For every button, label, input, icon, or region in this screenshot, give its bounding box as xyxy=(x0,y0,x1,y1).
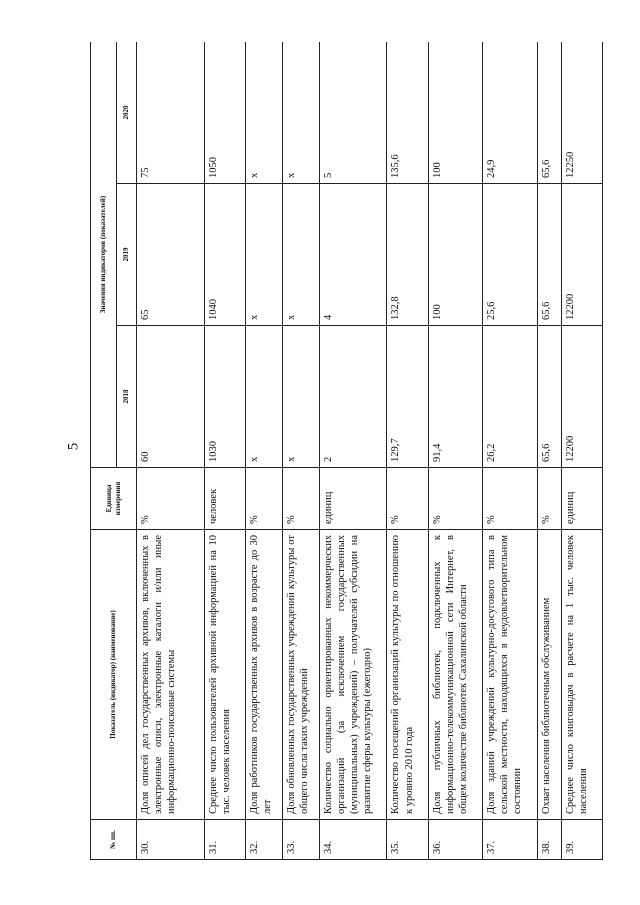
row-value-2020: 1050 xyxy=(204,42,245,184)
row-indicator: Доля зданий учреждений культурно-досугового типа в сельской местности, находящихся в неудовлетворительном состоянии xyxy=(483,530,537,820)
row-unit: единиц xyxy=(319,468,387,530)
row-value-2018: 129,7 xyxy=(387,326,428,468)
row-value-2020: x xyxy=(282,42,319,184)
row-number: 38. xyxy=(537,820,561,860)
table-row xyxy=(245,42,282,860)
table-row xyxy=(282,42,319,860)
row-value-2020: 75 xyxy=(137,42,205,184)
row-value-2020: 5 xyxy=(319,42,387,184)
row-value-2018: 2 xyxy=(319,326,387,468)
row-value-2018: 12200 xyxy=(561,326,602,468)
header-indicator: Показатель (индикатор) (наименование) xyxy=(91,530,137,820)
page-number: 5 xyxy=(65,442,82,451)
row-number: 39. xyxy=(561,820,602,860)
row-unit: % xyxy=(537,468,561,530)
row-indicator: Доля работников государственных архивов в возрасте до 30 лет xyxy=(245,530,282,820)
row-indicator: Доля публичных библиотек, подключенных к информационно-телекоммуникационной сети Интернет, в общем количестве библиотек Сахалинской области xyxy=(428,530,482,820)
header-year-2020: 2020 xyxy=(117,42,137,184)
row-number: 32. xyxy=(245,820,282,860)
row-value-2019: 132,8 xyxy=(387,184,428,326)
row-value-2019: 25,6 xyxy=(483,184,537,326)
table-row xyxy=(483,42,537,860)
indicator-table xyxy=(90,42,603,860)
row-indicator: Охват населения библиотечным обслуживанием xyxy=(537,530,561,820)
row-number: 30. xyxy=(137,820,205,860)
row-number: 31. xyxy=(204,820,245,860)
row-unit: % xyxy=(137,468,205,530)
header-unit: Единица измерения xyxy=(91,468,137,530)
row-indicator: Количество социально ориентированных некоммерческих организаций (за исключением государственных (муниципальных) учреждений) – получателей субсидии на развитие сферы культуры (ежегодно) xyxy=(319,530,387,820)
row-value-2019: x xyxy=(245,184,282,326)
row-value-2019: 12200 xyxy=(561,184,602,326)
row-value-2019: 100 xyxy=(428,184,482,326)
row-number: 37. xyxy=(483,820,537,860)
row-value-2018: 60 xyxy=(137,326,205,468)
row-unit: человек xyxy=(204,468,245,530)
row-value-2019: 4 xyxy=(319,184,387,326)
row-value-2019: x xyxy=(282,184,319,326)
table-row xyxy=(204,42,245,860)
row-value-2019: 65,6 xyxy=(537,184,561,326)
row-value-2020: 135,6 xyxy=(387,42,428,184)
table-body xyxy=(137,42,603,860)
row-number: 35. xyxy=(387,820,428,860)
row-value-2020: 24,9 xyxy=(483,42,537,184)
row-indicator: Доля описей дел государственных архивов, включенных в электронные описи, электронные каталоги и/или иные информационно-поисковые системы xyxy=(137,530,205,820)
row-value-2018: 65,6 xyxy=(537,326,561,468)
row-value-2020: 12250 xyxy=(561,42,602,184)
row-value-2020: x xyxy=(245,42,282,184)
row-unit: % xyxy=(428,468,482,530)
table-row xyxy=(428,42,482,860)
row-value-2018: 1030 xyxy=(204,326,245,468)
row-value-2018: x xyxy=(282,326,319,468)
row-unit: % xyxy=(483,468,537,530)
row-value-2019: 65 xyxy=(137,184,205,326)
header-year-2019: 2019 xyxy=(117,184,137,326)
indicator-table-container xyxy=(90,42,603,860)
header-year-2018: 2018 xyxy=(117,326,137,468)
row-unit: единиц xyxy=(561,468,602,530)
row-unit: % xyxy=(282,468,319,530)
row-indicator: Среднее число книговыдач в расчете на 1 тыс. человек населения xyxy=(561,530,602,820)
row-value-2018: x xyxy=(245,326,282,468)
table-row xyxy=(137,42,205,860)
table-row xyxy=(561,42,602,860)
table-row xyxy=(537,42,561,860)
row-value-2019: 1040 xyxy=(204,184,245,326)
row-indicator: Количество посещений организаций культуры по отношению к уровню 2010 года xyxy=(387,530,428,820)
row-indicator: Среднее число пользователей архивной информацией на 10 тыс. человек населения xyxy=(204,530,245,820)
row-number: 33. xyxy=(282,820,319,860)
header-values-group: Значения индикаторов (показателей) xyxy=(91,42,117,468)
row-value-2018: 91,4 xyxy=(428,326,482,468)
row-indicator: Доля обновленных государственных учреждений культуры от общего числа таких учреждений xyxy=(282,530,319,820)
row-value-2020: 65,6 xyxy=(537,42,561,184)
row-unit: % xyxy=(387,468,428,530)
row-number: 34. xyxy=(319,820,387,860)
table-row xyxy=(319,42,387,860)
table-row xyxy=(387,42,428,860)
header-num: № пп. xyxy=(91,820,137,860)
row-value-2020: 100 xyxy=(428,42,482,184)
row-value-2018: 26,2 xyxy=(483,326,537,468)
row-number: 36. xyxy=(428,820,482,860)
row-unit: % xyxy=(245,468,282,530)
